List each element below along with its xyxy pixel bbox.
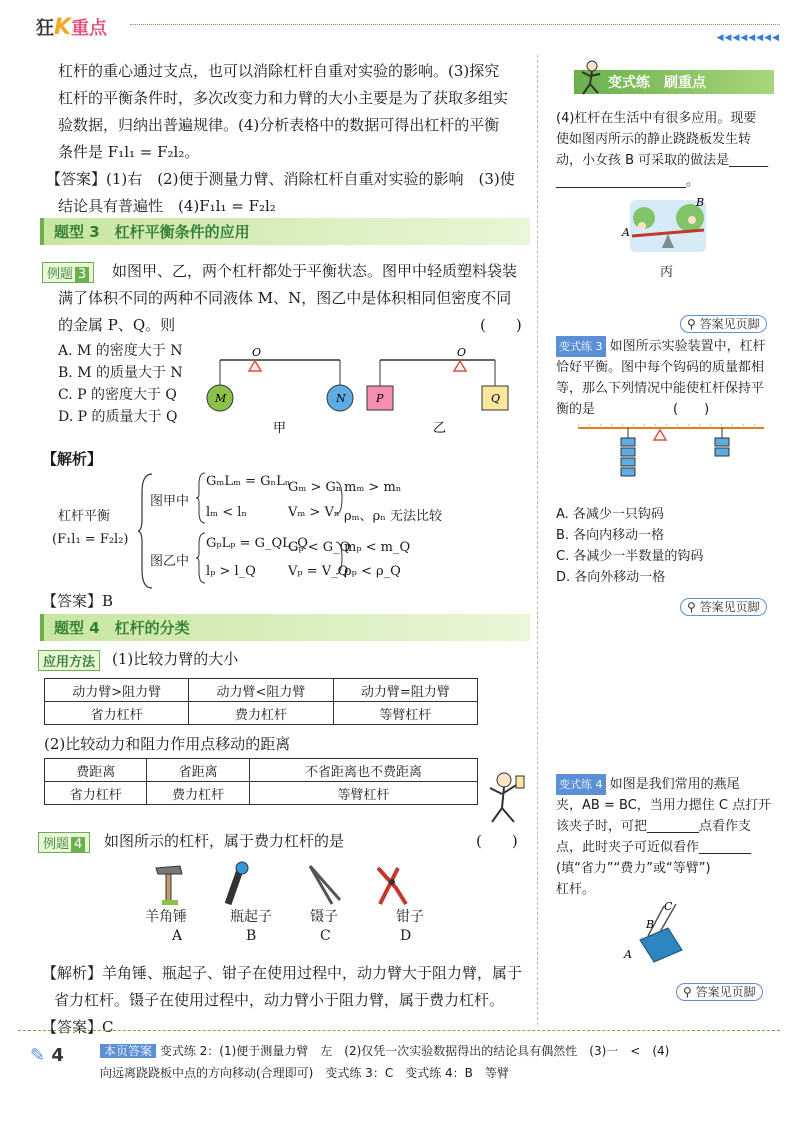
brace-jia-right bbox=[336, 472, 344, 524]
ans-btn-label: 答案见页脚 bbox=[699, 317, 760, 331]
label-jia: 甲 bbox=[273, 421, 287, 436]
v3-option-d: D. 各向外移动一格 bbox=[556, 570, 666, 585]
option-a: A. M 的密度大于 N bbox=[58, 343, 183, 359]
tool-letter-a: A bbox=[172, 928, 183, 944]
stem-line: 的金属 P、Q。则 bbox=[58, 316, 176, 334]
pliers-icon bbox=[378, 868, 406, 904]
label-o: O bbox=[457, 346, 467, 359]
v3-line: 等，那么下列情况中能使杠杆保持平 bbox=[556, 381, 765, 396]
intro-answer-line: 【答案】(1)右 (2)便于测量力臂、消除杠杆自重对实验的影响 (3)使 bbox=[46, 170, 515, 188]
hammer-icon bbox=[156, 866, 182, 905]
jia-label: 图甲中 bbox=[150, 494, 190, 509]
table-cell: 省力杠杆 bbox=[45, 702, 189, 725]
example3-paren: ( ) bbox=[480, 316, 522, 334]
v3-option-a: A. 各减少一只钩码 bbox=[556, 507, 664, 522]
answer-footer-button-2[interactable] bbox=[680, 596, 767, 615]
v4-tag: 变式练 4 bbox=[556, 774, 606, 795]
v3-options bbox=[556, 504, 703, 588]
seesaw-figure bbox=[620, 196, 716, 258]
analysis-left1: 杠杆平衡 bbox=[58, 509, 111, 524]
pin-icon: ⚲ bbox=[683, 985, 696, 999]
footer-line1: 变式练 2：(1)便于测量力臂 左 (2)仅凭一次实验数据得出的结论具有偶然性 (3)一 < (4) bbox=[159, 1044, 670, 1058]
jia-c: Gₘ > Gₙ bbox=[288, 480, 342, 495]
bottle-opener-icon bbox=[228, 862, 248, 904]
v4-line: 夹，AB = BC，当用力摁住 C 点打开 bbox=[556, 798, 772, 813]
method-tag: 应用方法 bbox=[38, 650, 100, 671]
label-n: N bbox=[336, 392, 346, 405]
example4-stem: 如图所示的杠杆，属于费力杠杆的是 bbox=[104, 832, 345, 850]
brace-yi-right bbox=[336, 532, 344, 584]
example-tag-label: 例题 bbox=[43, 837, 70, 852]
section-heading-type4: 题型 4 杠杆的分类 bbox=[40, 614, 530, 641]
example4-tag bbox=[38, 832, 90, 853]
answer4: 【答案】C bbox=[42, 1018, 114, 1036]
v3-line: 如图所示实验装置中，杠杆 bbox=[609, 339, 766, 354]
banner-text: 变式练 刷重点 bbox=[608, 75, 706, 91]
answer-footer-button-1[interactable] bbox=[680, 313, 767, 332]
v3-line: 恰好平衡。图中每个钩码的质量都相 bbox=[556, 360, 765, 375]
example-number: 4 bbox=[71, 837, 85, 852]
jia-d: Vₘ > Vₙ bbox=[288, 505, 340, 520]
clip-label-c: C bbox=[664, 900, 673, 913]
v3-tag: 变式练 3 bbox=[556, 336, 606, 357]
example3-stem bbox=[58, 258, 533, 339]
jia-f: ρₘ、ρₙ 无法比较 bbox=[344, 509, 443, 524]
fulcrum-jia bbox=[249, 361, 261, 371]
table-cell: 省力杠杆 bbox=[45, 782, 147, 805]
label-yi: 乙 bbox=[433, 421, 447, 436]
footer-line2: 向远离跷跷板中点的方向移动(合理即可) 变式练 3：C 变式练 4：B 等臂 bbox=[100, 1066, 509, 1080]
table-header: 动力臂<阻力臂 bbox=[189, 679, 333, 702]
clip-label-a: A bbox=[624, 948, 632, 961]
yi-a: GₚLₚ = G_QL_Q bbox=[206, 536, 308, 551]
table-cell: 等臂杠杆 bbox=[249, 782, 477, 805]
label-o: O bbox=[252, 346, 262, 359]
label-p: P bbox=[376, 392, 384, 405]
page-number-text: 4 bbox=[51, 1045, 64, 1066]
intro-line: 杠杆的重心通过支点，也可以消除杠杆自重对实验的影响。(3)探究 bbox=[58, 62, 500, 80]
table-header: 不省距离也不费距离 bbox=[249, 759, 477, 782]
seesaw-label-b: B bbox=[696, 196, 705, 209]
brace-jia bbox=[196, 472, 206, 524]
table-cell: 费力杠杆 bbox=[189, 702, 333, 725]
tool-letter-d: D bbox=[400, 928, 412, 944]
option-c: C. P 的密度大于 Q bbox=[58, 387, 177, 403]
pin-icon: ⚲ bbox=[687, 317, 700, 331]
clip-label-b: B bbox=[646, 918, 655, 931]
runner-icon bbox=[578, 60, 606, 96]
v4-line: (填“省力”“费力”或“等臂”) bbox=[556, 861, 711, 876]
q4-line: ____________________。 bbox=[556, 174, 700, 189]
tool-name-d: 钳子 bbox=[396, 909, 424, 925]
table-header: 动力臂>阻力臂 bbox=[45, 679, 189, 702]
tool-name-b: 瓶起子 bbox=[230, 909, 272, 925]
example3-options bbox=[58, 340, 183, 428]
v3-option-c: C. 各减少一半数量的钩码 bbox=[556, 549, 704, 564]
v4-line: 点，此时夹子可近似看作________ bbox=[556, 840, 752, 855]
intro-paragraph bbox=[46, 58, 533, 220]
yi-e: mₚ < m_Q bbox=[344, 540, 411, 555]
cartoon-figure-icon bbox=[482, 770, 530, 826]
table-header: 省距离 bbox=[147, 759, 249, 782]
yi-c: Gₚ < G_Q bbox=[288, 540, 351, 555]
lever-jia bbox=[207, 360, 353, 411]
table-distance bbox=[44, 758, 478, 805]
column-divider bbox=[537, 55, 538, 1025]
intro-answer-line: 结论具有普遍性 (4)F₁l₁ = F₂l₂ bbox=[58, 197, 276, 215]
example-tag-label: 例题 bbox=[47, 267, 74, 282]
label-q: Q bbox=[491, 392, 501, 405]
stem-line: 满了体积不同的两种不同液体 M、N，图乙中是体积相同但密度不同 bbox=[58, 289, 512, 307]
answer3: 【答案】B bbox=[42, 592, 114, 610]
tool-letter-b: B bbox=[246, 928, 257, 944]
binder-clip-figure bbox=[620, 900, 700, 970]
v3-option-b: B. 各向内移动一格 bbox=[556, 528, 665, 543]
yi-d: Vₚ = V_Q bbox=[288, 564, 349, 579]
variation3 bbox=[556, 336, 776, 420]
ans-btn-label: 答案见页脚 bbox=[699, 600, 760, 614]
lever-figure-jia-yi bbox=[195, 340, 535, 440]
v4-line: 如图是我们常用的燕尾 bbox=[609, 777, 740, 792]
seesaw-caption: 丙 bbox=[660, 265, 674, 280]
brand-a: 狂 bbox=[36, 18, 54, 39]
brand-logo bbox=[36, 14, 107, 40]
ans-btn-label: 答案见页脚 bbox=[695, 985, 756, 999]
stem-line: 如图甲、乙，两个杠杆都处于平衡状态。图甲中轻质塑料袋装 bbox=[112, 262, 518, 280]
example-number: 3 bbox=[75, 267, 89, 282]
table-header: 动力臂=阻力臂 bbox=[333, 679, 477, 702]
yi-b: lₚ > l_Q bbox=[206, 564, 256, 579]
intro-line: 杠杆的平衡条件时，多次改变力和力臂的大小主要是为了获取多组实 bbox=[58, 89, 509, 107]
pin-icon: ⚲ bbox=[687, 600, 700, 614]
tools-figure bbox=[140, 860, 440, 910]
seesaw-label-a: A bbox=[622, 226, 630, 239]
jia-e: mₘ > mₙ bbox=[344, 480, 402, 495]
label-m: M bbox=[215, 392, 227, 405]
section-heading-type3: 题型 3 杠杆平衡条件的应用 bbox=[40, 218, 530, 245]
tool-name-a: 羊角锤 bbox=[145, 909, 187, 925]
fulcrum-yi bbox=[454, 361, 466, 371]
hook-weight-lever-figure bbox=[576, 420, 766, 490]
page-icon: ✎ bbox=[30, 1045, 46, 1066]
table-cell: 等臂杠杆 bbox=[333, 702, 477, 725]
tool-name-c: 镊子 bbox=[310, 909, 338, 925]
yi-f: ρₚ < ρ_Q bbox=[344, 564, 401, 579]
yi-label: 图乙中 bbox=[150, 554, 190, 569]
table-header: 费距离 bbox=[45, 759, 147, 782]
lever-yi bbox=[367, 360, 508, 410]
analysis4 bbox=[42, 960, 532, 1041]
tool-letter-c: C bbox=[320, 928, 331, 944]
variation4 bbox=[556, 774, 776, 900]
v4-line: 该夹子时，可把________点看作支 bbox=[556, 819, 752, 834]
jia-b: lₘ < lₙ bbox=[206, 505, 248, 520]
example4-paren: ( ) bbox=[476, 832, 518, 850]
intro-line: 条件是 F₁l₁ = F₂l₂。 bbox=[58, 143, 200, 161]
table-cell: 费力杠杆 bbox=[147, 782, 249, 805]
analysis-left2: (F₁l₁ = F₂l₂) bbox=[52, 532, 129, 547]
page-number bbox=[30, 1045, 64, 1066]
header-rule bbox=[130, 24, 780, 25]
table-lever-arm bbox=[44, 678, 478, 725]
answer-footer-button-3[interactable] bbox=[676, 981, 763, 1000]
header-arrows-decoration: ◀◀◀◀◀◀◀◀ bbox=[716, 33, 780, 43]
analysis4-line: 省力杠杆。镊子在使用过程中，动力臂小于阻力臂，属于费力杠杆。 bbox=[54, 991, 505, 1009]
jia-a: GₘLₘ = GₙLₙ bbox=[206, 474, 291, 489]
v3-line: 衡的是 ( ) bbox=[556, 402, 710, 417]
intro-line: 验数据，归纳出普遍规律。(4)分析表格中的数据可得出杠杆的平衡 bbox=[58, 116, 500, 134]
q4-line: 动，小女孩 B 可采取的做法是______ bbox=[556, 153, 769, 168]
brace-yi bbox=[196, 532, 206, 584]
v4-line: 杠杆。 bbox=[556, 882, 596, 897]
method-tag-wrap bbox=[38, 650, 100, 671]
method2: (2)比较动力和阻力作用点移动的距离 bbox=[44, 735, 291, 753]
footer-badge: 本页答案 bbox=[100, 1044, 156, 1058]
analysis4-line: 【解析】羊角锤、瓶起子、钳子在使用过程中，动力臂大于阻力臂，属于 bbox=[42, 964, 523, 982]
option-d: D. P 的质量大于 Q bbox=[58, 409, 178, 425]
brand-b: 重点 bbox=[71, 18, 108, 39]
brand-k: K bbox=[54, 15, 72, 40]
sidebar-q4 bbox=[556, 108, 776, 192]
q4-line: (4)杠杆在生活中有很多应用。现要 bbox=[556, 111, 757, 126]
q4-line: 使如图丙所示的静止跷跷板发生转 bbox=[556, 132, 752, 147]
footer-answers bbox=[100, 1040, 780, 1084]
tweezers-icon bbox=[310, 866, 340, 904]
analysis3-title: 【解析】 bbox=[42, 450, 103, 468]
option-b: B. M 的质量大于 N bbox=[58, 365, 183, 381]
method1: (1)比较力臂的大小 bbox=[112, 650, 239, 668]
